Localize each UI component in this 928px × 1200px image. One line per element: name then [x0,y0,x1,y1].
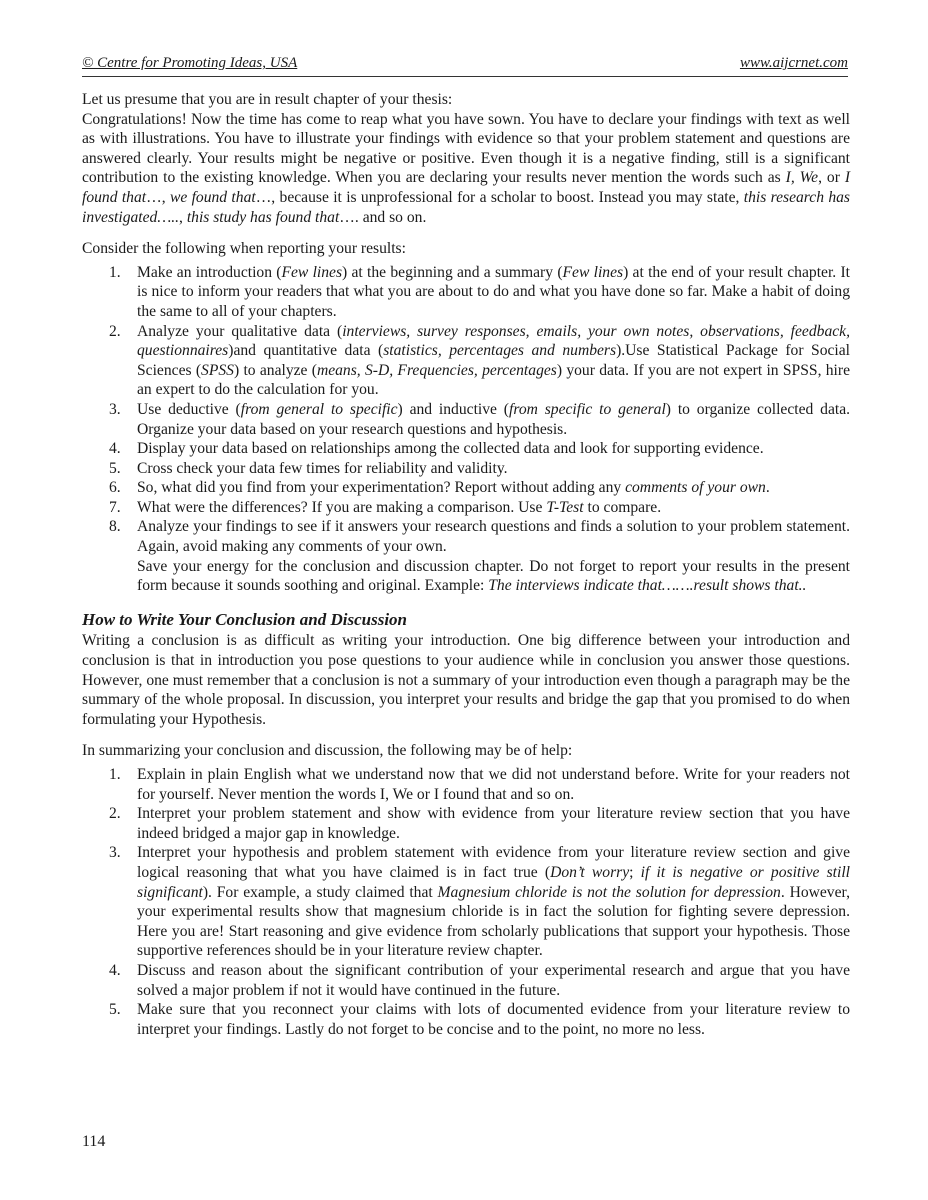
list-item: 1. Explain in plain English what we understand now that we did not understand before. Write for your readers not for yourself. Never mention the words I, We or I found that and so on. [109,766,850,803]
list-item: 5. Cross check your data few times for reliability and validity. [109,459,508,477]
list-item: 5. Make sure that you reconnect your claims with lots of documented evidence from your literature review to interpret your findings. Lastly do not forget to be concise and to the point, no more no less. [109,1001,850,1038]
journal-link[interactable]: www.aijcrnet.com [739,55,848,72]
list-item: 3. Use deductive (from general to specific) and inductive (from specific to general) to organize collected data. Organize your data based on your research questions and hypothesis. [109,400,851,438]
list-item: 3. Interpret your hypothesis and problem statement with evidence from your literature review section and give logical reasoning that what you have claimed is in fact true (Don’t worry; if it is negative or positive still significant). For example, a study claimed that Magnesium chloride is not the solution for depression. However, your experimental results show that magnesium chloride is in fact the solution for fighting severe depression. Here you are! Start reasoning and give evidence from scholarly publications that support your hypothesis. Those supportive references should be in your literature review chapter. [109,844,850,960]
results-list-lead: Consider the following when reporting your results: [82,240,406,258]
list-continuation: Save your energy for the conclusion and discussion chapter. Do not forget to report your results in the present form because it sounds soothing and original. Example: The interviews indicate that…….result shows that.. [137,557,850,595]
section-paragraph: Writing a conclusion is as difficult as writing your introduction. One big difference between your introduction and conclusion is that in introduction you pose questions to your audience while in conclusion you answer those questions. However, one must remember that a conclusion is not a summary of your introduction even though a paragraph may be the summary of the whole proposal. In discussion, you interpret your results and bridge the gap that you promised to do when formulating your Hypothesis. [82,632,851,728]
summary-list [82,765,850,1039]
results-list [82,263,850,557]
page-number: 114 [82,1133,106,1150]
list-item: 4. Discuss and reason about the significant contribution of your experimental research and argue that you have solved a major problem if not it would have continued in the future. [109,961,850,999]
intro-line: Let us presume that you are in result chapter of your thesis: [82,91,453,108]
summary-list-lead: In summarizing your conclusion and discussion, the following may be of help: [82,742,573,760]
section-heading: How to Write Your Conclusion and Discussion [82,609,407,629]
list-item: 7. What were the differences? If you are making a comparison. Use T-Test to compare. [109,498,662,516]
page-body [82,90,850,1039]
publisher-credit: © Centre for Promoting Ideas, USA [82,55,298,72]
list-item: 8. Analyze your findings to see if it answers your research questions and finds a solution to your problem statement. Again, avoid making any comments of your own. [109,518,850,556]
running-header [82,54,848,77]
list-item: 6. So, what did you find from your experimentation? Report without adding any comments of your own. [109,479,770,497]
list-item: 1. Make an introduction (Few lines) at the beginning and a summary (Few lines) at the end of your result chapter. It is nice to inform your readers that what you are about to do and what you have done so far. Make a habit of doing the same to all of your chapters. [109,263,850,320]
list-item: 4. Display your data based on relationships among the collected data and look for supporting evidence. [109,440,764,458]
intro-paragraph: Congratulations! Now the time has come to reap what you have sown. You have to declare your findings with text as well as with illustrations. You have to illustrate your findings with evidence so that your problem statement and questions are answered clearly. Your results might be negative or positive. Even though it is a negative finding, still is a significant contribution to the existing knowledge. When you are declaring your results never mention the words such as I, We, or I found that…, we found that…, because it is unprofessional for a scholar to boost. Instead you may state, this research has investigated….., this study has found that…. and so on. [82,110,851,226]
list-item: 2. Interpret your problem statement and show with evidence from your literature review section that you have indeed bridged a major gap in knowledge. [109,805,850,842]
list-item: 2. Analyze your qualitative data (interviews, survey responses, emails, your own notes, observations, feedback, questionnaires)and quantitative data (statistics, percentages and numbers).Use Statistical Package for Social Sciences (SPSS) to analyze (means, S-D, Frequencies, percentages) your data. If you are not expert in SPSS, hire an expert to do the calculation for you. [109,322,851,399]
